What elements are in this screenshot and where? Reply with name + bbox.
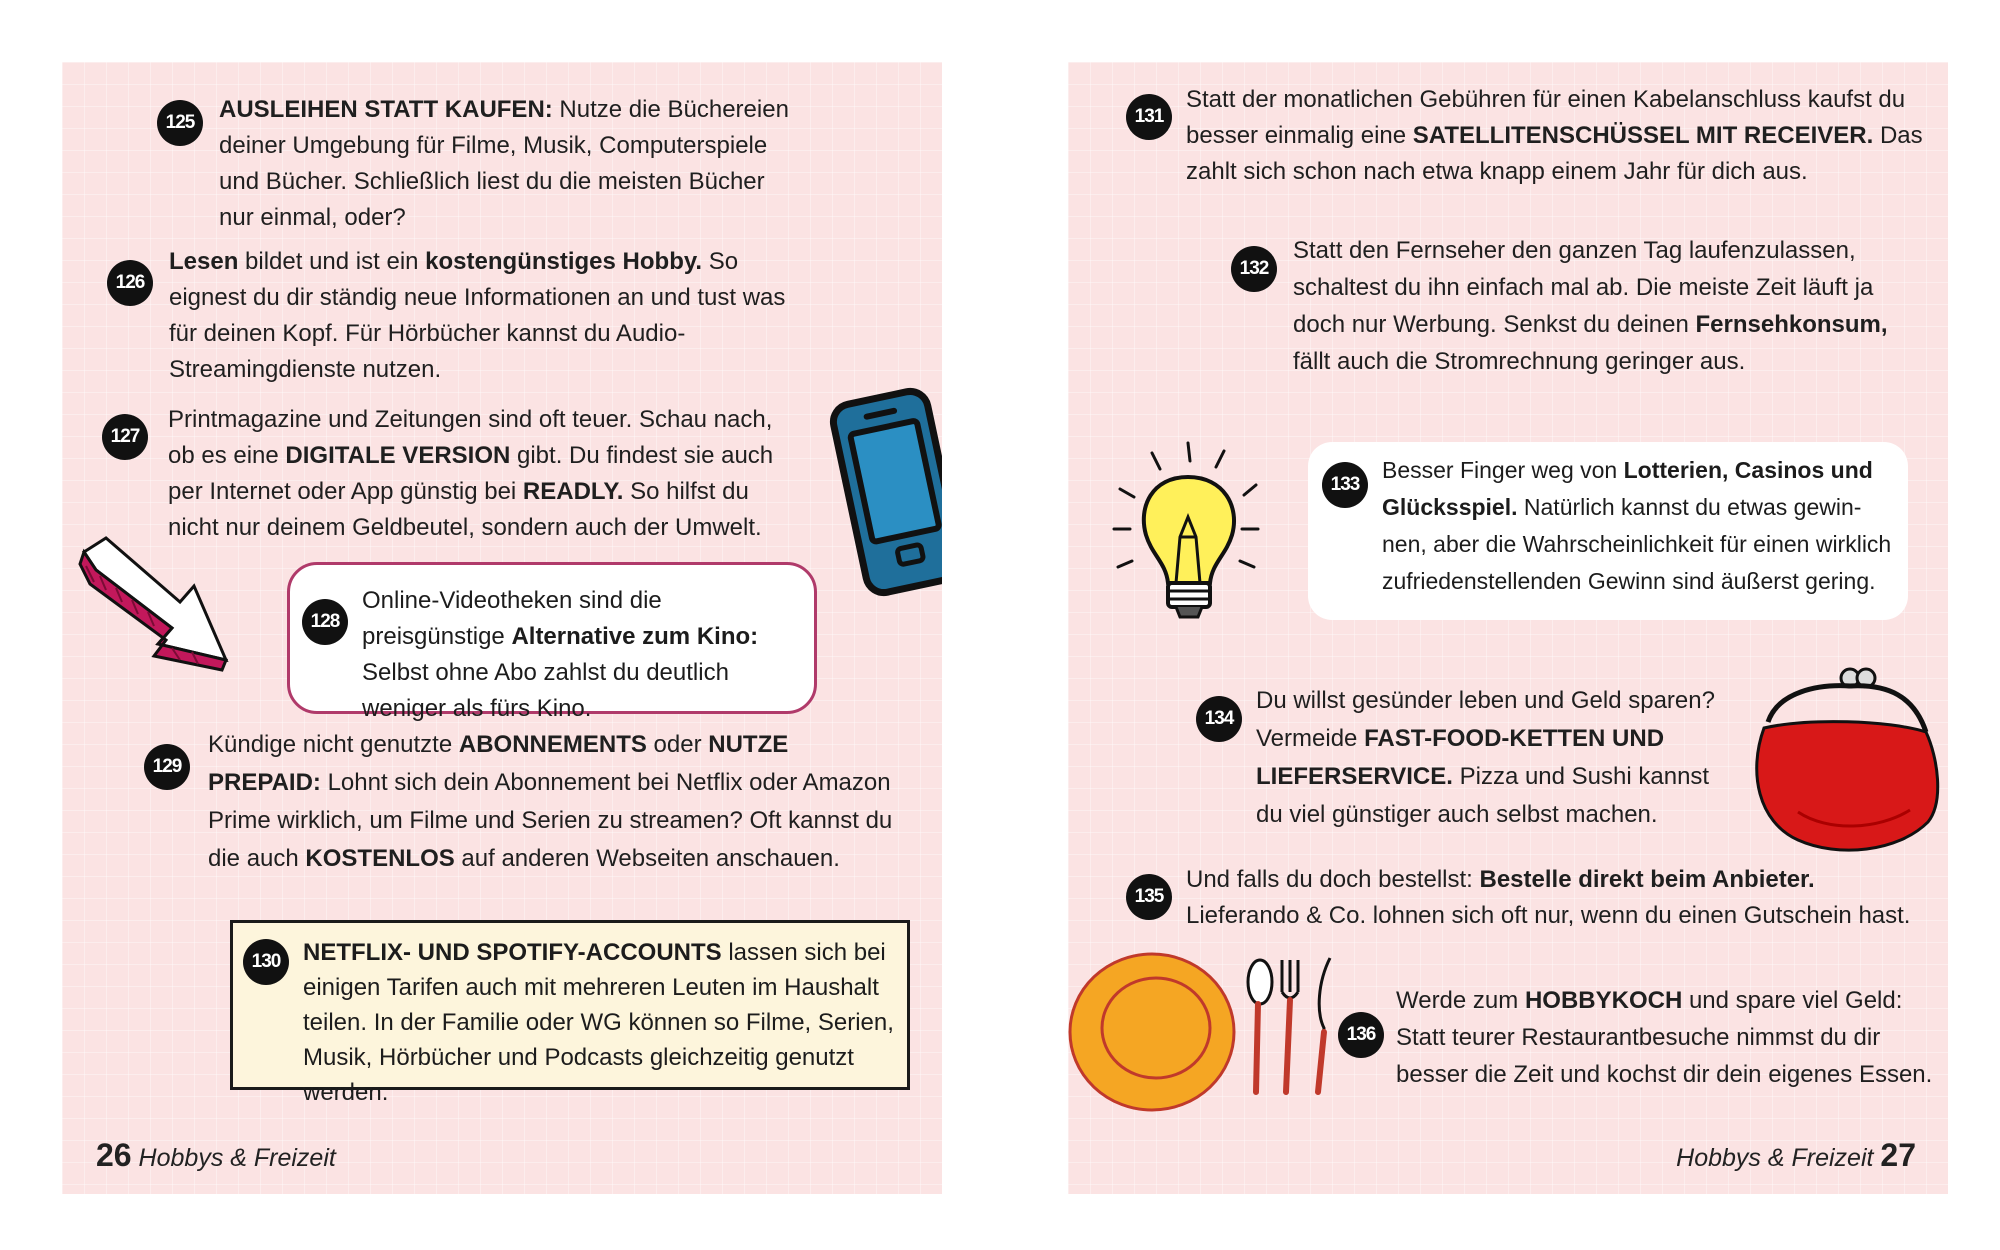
- tip-text: [208, 726, 904, 878]
- tip-highlight: NUTZE PREPAID:: [208, 731, 789, 796]
- section-title: Hobbys & Freizeit: [138, 1144, 336, 1172]
- tip-text-run: Natürlich kannst du etwas gewinnen, aber die Wahrscheinlichkeit für einen wirklich zufriedenstellenden Gewinn sind äußerst gering.: [1382, 494, 1892, 594]
- tip-text-run: oder: [646, 731, 709, 758]
- tip-text-run: lassen sich bei einigen Tarifen auch mit mehreren Leuten im Haushalt teilen. In der Familie oder WG können so Filme, Serien, Musik, Hörbücher und Podcasts gleichzeitig genutzt werden.: [303, 939, 894, 1106]
- tip-text-run: auf anderen Webseiten anschauen.: [454, 845, 840, 872]
- tip-number-badge: 128: [302, 599, 348, 645]
- tip-text: [1293, 232, 1921, 380]
- page-number: 27: [1880, 1137, 1916, 1173]
- tip-132: [1231, 232, 1921, 380]
- tip-text-run: Selbst ohne Abo zahlst du deutlich weniger als fürs Kino.: [362, 659, 729, 722]
- tip-text: [303, 935, 899, 1110]
- tip-highlight: SATELLITENSCHÜSSEL MIT RECEIVER.: [1412, 122, 1874, 149]
- tip-highlight: Fernsehkonsum,: [1695, 311, 1888, 338]
- tip-number-badge: 133: [1322, 462, 1368, 508]
- tip-text-run: Lohnt sich dein Abonnement bei Netflix oder Amazon Prime wirklich, um Filme und Serien zu streamen? Oft kannst du die auch: [208, 769, 893, 872]
- tip-text: [1382, 452, 1894, 600]
- tip-number-badge: 132: [1231, 246, 1277, 292]
- tip-text-run: Online-Videotheken sind die preisgünstige: [362, 587, 662, 650]
- section-title: Hobbys & Freizeit: [1676, 1144, 1874, 1172]
- tip-127: [102, 402, 782, 546]
- tip-text: [169, 244, 807, 388]
- tip-135: [1126, 862, 1926, 934]
- tip-text: [1256, 682, 1716, 834]
- tip-number-badge: 125: [157, 100, 203, 146]
- tip-text-run: Statt der monatlichen Gebühren für einen Kabelanschluss kaufst du besser einmalig eine: [1186, 86, 1906, 149]
- tip-136: [1338, 982, 1938, 1093]
- tip-number-badge: 136: [1338, 1012, 1384, 1058]
- tip-text-run: Lieferando & Co. lohnen sich oft nur, wenn du einen Gutschein hast.: [1186, 902, 1911, 929]
- tip-highlight: kostengünstiges Hobby.: [425, 248, 703, 275]
- tip-text-run: Das zahlt sich schon nach etwa knapp einem Jahr für dich aus.: [1186, 122, 1923, 185]
- tip-134: [1196, 682, 1716, 834]
- page-footer: [1676, 1137, 1916, 1174]
- tip-126: [107, 244, 807, 388]
- tip-text: [168, 402, 782, 546]
- tip-128-box: [287, 562, 817, 722]
- tip-number-badge: 126: [107, 260, 153, 306]
- tip-highlight: Alternative zum Kino:: [511, 623, 759, 650]
- tip-text-run: Du willst gesünder leben und Geld sparen? Vermeide: [1256, 687, 1715, 752]
- smartphone-icon: [827, 382, 942, 602]
- arrow-icon: [76, 532, 246, 682]
- purse-icon: [1738, 662, 1943, 862]
- tip-highlight: ABONNEMENTS: [458, 731, 647, 758]
- tip-text-run: und spare viel Geld: Statt teurer Restaurantbesuche nimmst du dir besser die Zeit und kochst dir dein eigenes Essen.: [1396, 987, 1933, 1088]
- tip-133-box: [1308, 442, 1908, 620]
- lightbulb-icon: [1108, 437, 1283, 637]
- tip-text-run: Nutze die Büchereien deiner Umgebung für Filme, Musik, Computerspiele und Bücher. Schließlich liest du die meisten Bücher nur einmal, oder?: [219, 96, 789, 231]
- tip-highlight: READLY.: [522, 478, 624, 505]
- tip-text-run: Kündige nicht genutzte: [208, 731, 459, 758]
- right-page: [1068, 62, 1948, 1194]
- tip-highlight: DIGITALE VERSION: [285, 442, 511, 469]
- page-number: 26: [96, 1137, 132, 1173]
- cutlery-icon: [1238, 952, 1348, 1102]
- tip-number-badge: 129: [144, 744, 190, 790]
- tip-text: [1186, 862, 1926, 934]
- tip-text-run: So hilfst du nicht nur deinem Geldbeutel, sondern auch der Umwelt.: [168, 478, 762, 541]
- tip-highlight: AUSLEIHEN STATT KAUFEN:: [219, 96, 553, 123]
- left-page: [62, 62, 942, 1194]
- tip-highlight: Bestelle direkt beim Anbieter.: [1479, 866, 1815, 893]
- plate-icon: [1068, 948, 1248, 1118]
- tip-text: [1186, 82, 1926, 190]
- tip-highlight: NETFLIX- UND SPOTIFY-ACCOUNTS: [303, 939, 722, 966]
- tip-number-badge: 134: [1196, 696, 1242, 742]
- tip-130-box: [230, 920, 910, 1106]
- tip-text: [1396, 982, 1938, 1093]
- tip-highlight: Lesen: [169, 248, 239, 275]
- tip-text-run: Und falls du doch bestellst:: [1186, 866, 1480, 893]
- tip-highlight: FAST-FOOD-KETTEN UND LIEFERSERVICE.: [1256, 725, 1665, 790]
- tip-text: [219, 92, 797, 236]
- tip-131: [1126, 82, 1926, 190]
- tip-text-run: Pizza und Sushi kannst du viel günstiger auch selbst machen.: [1256, 763, 1710, 828]
- tip-text-run: Statt den Fernseher den ganzen Tag laufenzulassen, schaltest du ihn einfach mal ab. Die meiste Zeit läuft ja doch nur Werbung. Senkst du deinen: [1293, 237, 1874, 338]
- tip-text-run: fällt auch die Stromrechnung geringer aus.: [1293, 348, 1746, 375]
- page-footer: [96, 1137, 336, 1174]
- tip-number-badge: 131: [1126, 94, 1172, 140]
- tip-125: [157, 92, 797, 236]
- tip-text: [362, 583, 802, 727]
- tip-text-run: Werde zum: [1396, 987, 1525, 1014]
- tip-text-run: bildet und ist ein: [238, 248, 426, 275]
- tip-highlight: KOSTENLOS: [305, 845, 455, 872]
- tip-highlight: HOBBYKOCH: [1524, 987, 1683, 1014]
- tip-text-run: So eignest du dir ständig neue Informationen an und tust was für deinen Kopf. Für Hörbücher kannst du Audio-Streamingdienste nutzen.: [169, 248, 786, 383]
- tip-text-run: Besser Finger weg von: [1382, 457, 1624, 483]
- tip-text-run: gibt. Du findest sie auch per Internet oder App günstig bei: [168, 442, 774, 505]
- tip-number-badge: 127: [102, 414, 148, 460]
- tip-text-run: Printmagazine und Zeitungen sind oft teuer. Schau nach, ob es eine: [168, 406, 773, 469]
- tip-highlight: Lotterien, Casinos und Glücksspiel.: [1382, 457, 1873, 520]
- tip-number-badge: 130: [243, 939, 289, 985]
- tip-number-badge: 135: [1126, 874, 1172, 920]
- tip-129: [144, 726, 904, 878]
